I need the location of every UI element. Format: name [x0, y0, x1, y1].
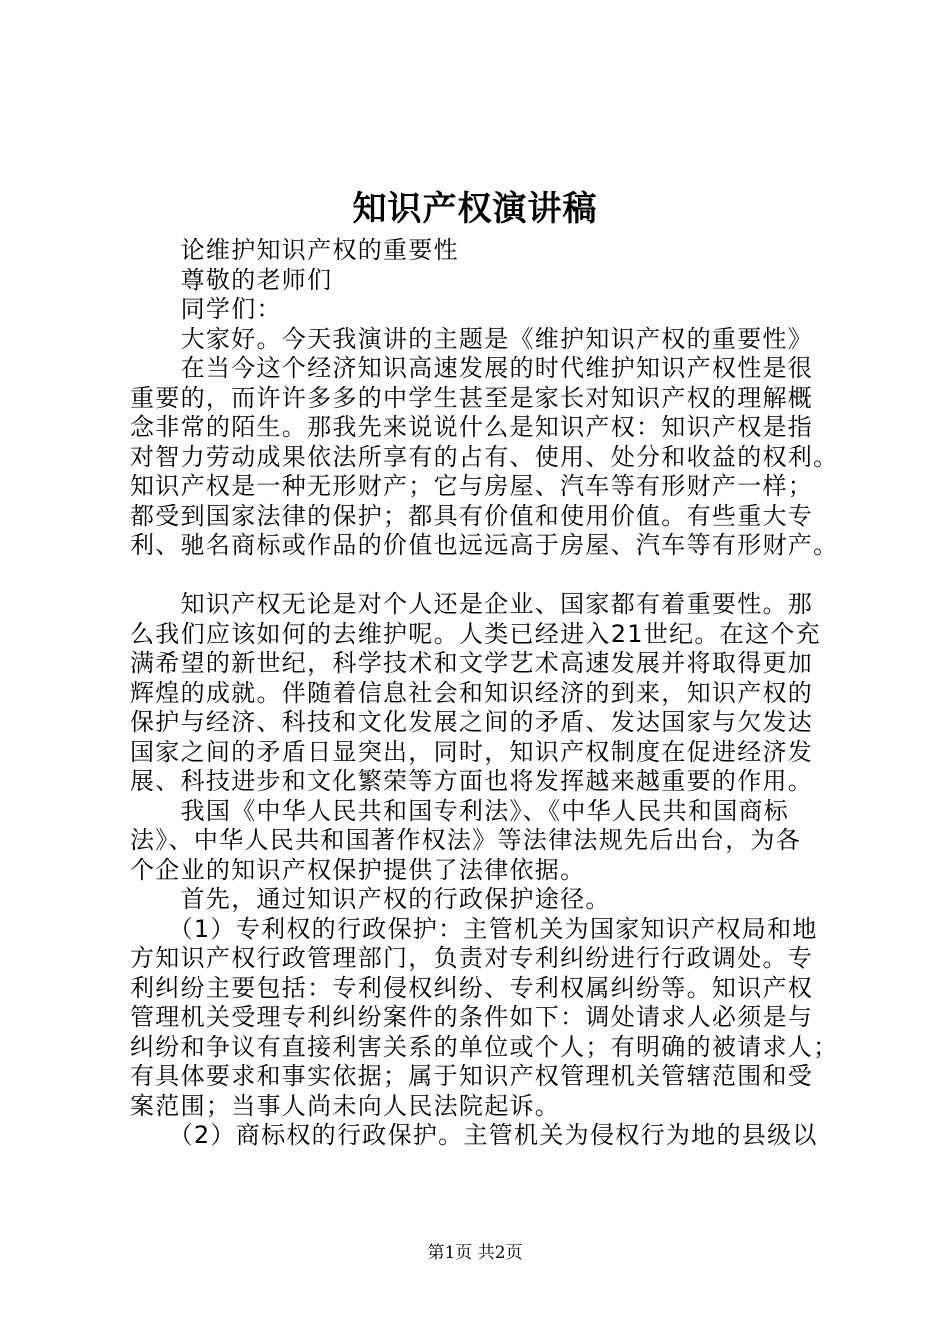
body-line: 案范围；当事人尚未向人民法院起诉。: [130, 1091, 561, 1120]
body-line: 知识产权是一种无形财产；它与房屋、汽车等有形财产一样；: [130, 472, 814, 500]
body-line: 保护与经济、科技和文化发展之间的矛盾、发达国家与欠发达: [130, 708, 814, 736]
body-line: 管理机关受理专利纠纷案件的条件如下：调处请求人必须是与: [130, 1003, 814, 1031]
body-line: 有具体要求和事实依据；属于知识产权管理机关管辖范围和受: [130, 1062, 814, 1090]
body-line: 我国《中华人民共和国专利法》、《中华人民共和国商标: [130, 796, 790, 825]
body-line: （1）专利权的行政保护：主管机关为国家知识产权局和地: [130, 914, 818, 943]
body-line: 都受到国家法律的保护；都具有价值和使用价值。有些重大专: [130, 501, 814, 530]
body-line: （2）商标权的行政保护。主管机关为侵权行为地的县级以: [130, 1121, 818, 1149]
body-line: 辉煌的成就。伴随着信息社会和知识经济的到来，知识产权的: [130, 678, 814, 707]
body-line: 在当今这个经济知识高速发展的时代维护知识产权性是很: [130, 354, 814, 382]
body-line: 国家之间的矛盾日显突出，同时，知识产权制度在促进经济发: [130, 737, 814, 766]
body-line: 法》、中华人民共和国著作权法》等法律法规先后出台，为各: [130, 826, 802, 854]
body-line: 大家好。今天我演讲的主题是《维护知识产权的重要性》: [130, 324, 814, 353]
body-line: 展、科技进步和文化繁荣等方面也将发挥越来越重要的作用。: [130, 767, 814, 795]
body-line: 重要的，而许许多多的中学生甚至是家长对知识产权的理解概: [130, 383, 814, 412]
document-title: 知识产权演讲稿: [352, 189, 598, 229]
body-line: 念非常的陌生。那我先来说说什么是知识产权：知识产权是指: [130, 413, 814, 441]
body-line: 对智力劳动成果依法所享有的占有、使用、处分和收益的权利。: [130, 442, 839, 471]
body-line: 方知识产权行政管理部门，负责对专利纠纷进行行政调处。专: [130, 944, 814, 972]
body-line: 论维护知识产权的重要性: [130, 236, 459, 264]
body-line: 纠纷和争议有直接利害关系的单位或个人；有明确的被请求人；: [130, 1032, 839, 1061]
body-line: 首先，通过知识产权的行政保护途径。: [130, 885, 611, 913]
body-line: 个企业的知识产权保护提供了法律依据。: [130, 855, 586, 884]
body-line: 知识产权无论是对个人还是企业、国家都有着重要性。那: [130, 590, 814, 618]
body-line: 尊敬的老师们: [130, 265, 333, 294]
paragraph-gap: [130, 561, 852, 591]
body-line: 利纠纷主要包括：专利侵权纠纷、专利权属纠纷等。知识产权: [130, 973, 814, 1002]
body-line: 同学们：: [130, 295, 282, 323]
document-body: [130, 236, 852, 1151]
body-line: 满希望的新世纪，科学技术和文学艺术高速发展并将取得更加: [130, 649, 814, 677]
page-footer: 第1页 共2页: [427, 1243, 523, 1263]
body-line: 么我们应该如何的去维护呢。人类已经进入21世纪。在这个充: [130, 619, 821, 648]
body-line: 利、驰名商标或作品的价值也远远高于房屋、汽车等有形财产。: [130, 531, 839, 559]
